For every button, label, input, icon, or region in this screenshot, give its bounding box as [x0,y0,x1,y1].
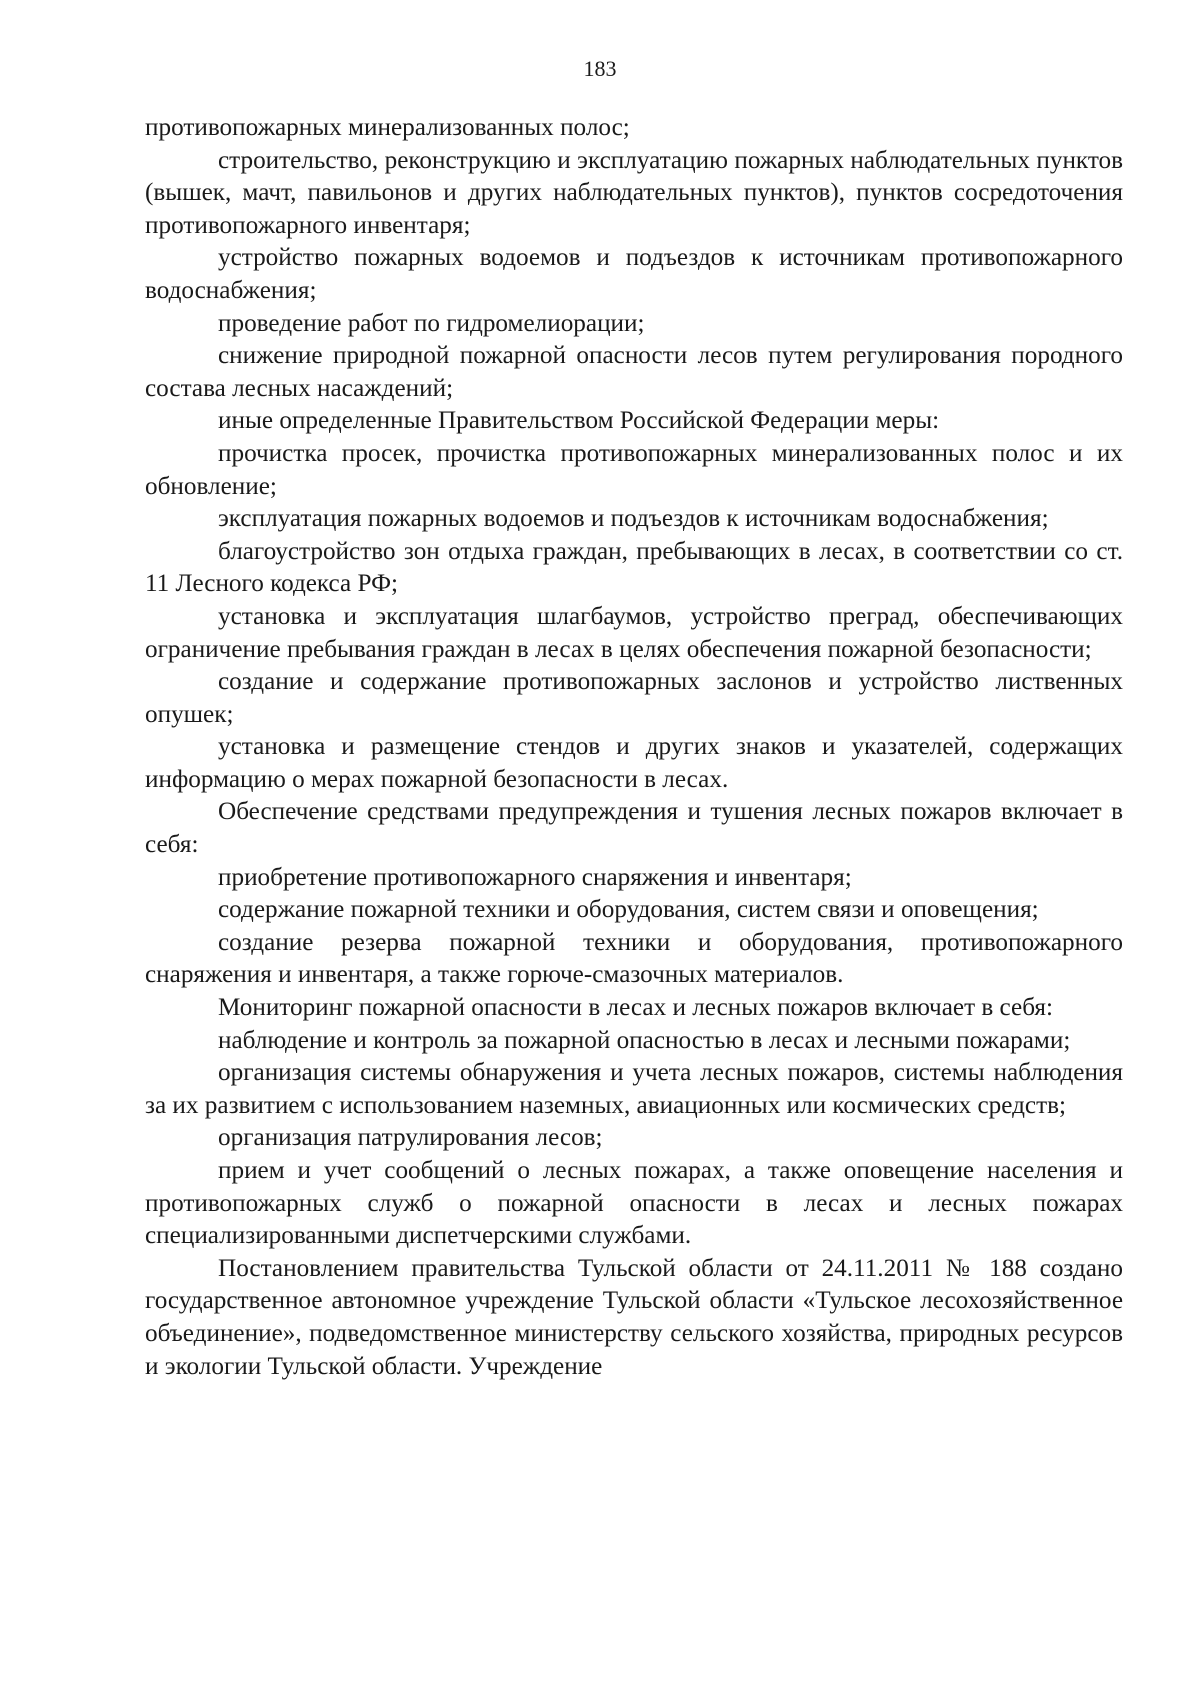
paragraph: эксплуатация пожарных водоемов и подъездов к источникам водоснабжения; [218,505,1049,533]
paragraph: создание и содержание противопожарных заслонов и устройство лиственных опушек; [145,668,1123,728]
paragraph: создание резерва пожарной техники и оборудования, противопожарного снаряжения и инвентаря, а также горюче-смазочных материалов. [145,928,1123,989]
paragraph: иные определенные Правительством Российской Федерации меры: [218,407,940,435]
paragraph: проведение работ по гидромелиорации; [218,309,645,337]
paragraph: устройство пожарных водоемов и подъездов к источникам противопожарного водоснабжения; [145,244,1123,304]
paragraph: приобретение противопожарного снаряжения и инвентаря; [218,863,852,891]
paragraph: благоустройство зон отдыха граждан, пребывающих в лесах, в соответствии со ст. 11 Лесного кодекса РФ; [145,537,1123,598]
paragraph: снижение природной пожарной опасности лесов путем регулирования породного состава лесных насаждений; [145,342,1123,402]
paragraph: содержание пожарной техники и оборудования, систем связи и оповещения; [218,896,1039,924]
paragraph: противопожарных минерализованных полос; [145,114,630,141]
paragraph: установка и размещение стендов и других знаков и указателей, содержащих информацию о мерах пожарной безопасности в лесах. [145,733,1123,793]
paragraph: строительство, реконструкцию и эксплуатацию пожарных наблюдательных пунктов (вышек, мачт, павильонов и других наблюдательных пунктов), пунктов сосредоточения противопожарного инвентаря; [145,146,1123,239]
paragraph: прочистка просек, прочистка противопожарных минерализованных полос и их обновление; [145,439,1123,500]
paragraph: Постановлением правительства Тульской области от 24.11.2011 № 188 создано государственное автономное учреждение Тульской области «Тульское лесохозяйственное объединение», подведомственное министерству сельского хозяйства, природных ресурсов и экологии Тульской области. Учреждение [145,1254,1123,1380]
document-body [145,112,1123,1383]
paragraph: организация патрулирования лесов; [218,1124,603,1152]
paragraph: Мониторинг пожарной опасности в лесах и лесных пожаров включает в себя: [218,994,1053,1022]
paragraph: наблюдение и контроль за пожарной опасностью в лесах и лесными пожарами; [218,1026,1071,1054]
paragraph: организация системы обнаружения и учета лесных пожаров, системы наблюдения за их развитием с использованием наземных, авиационных или космических средств; [145,1059,1123,1119]
paragraph: прием и учет сообщений о лесных пожарах, а также оповещение населения и противопожарных служб о пожарной опасности в лесах и лесных пожарах специализированными диспетчерскими службами. [145,1157,1123,1250]
paragraph: Обеспечение средствами предупреждения и тушения лесных пожаров включает в себя: [145,798,1123,859]
paragraph: установка и эксплуатация шлагбаумов, устройство преград, обеспечивающих ограничение пребывания граждан в лесах в целях обеспечения пожарной безопасности; [145,602,1123,663]
page-number: 183 [583,56,617,81]
